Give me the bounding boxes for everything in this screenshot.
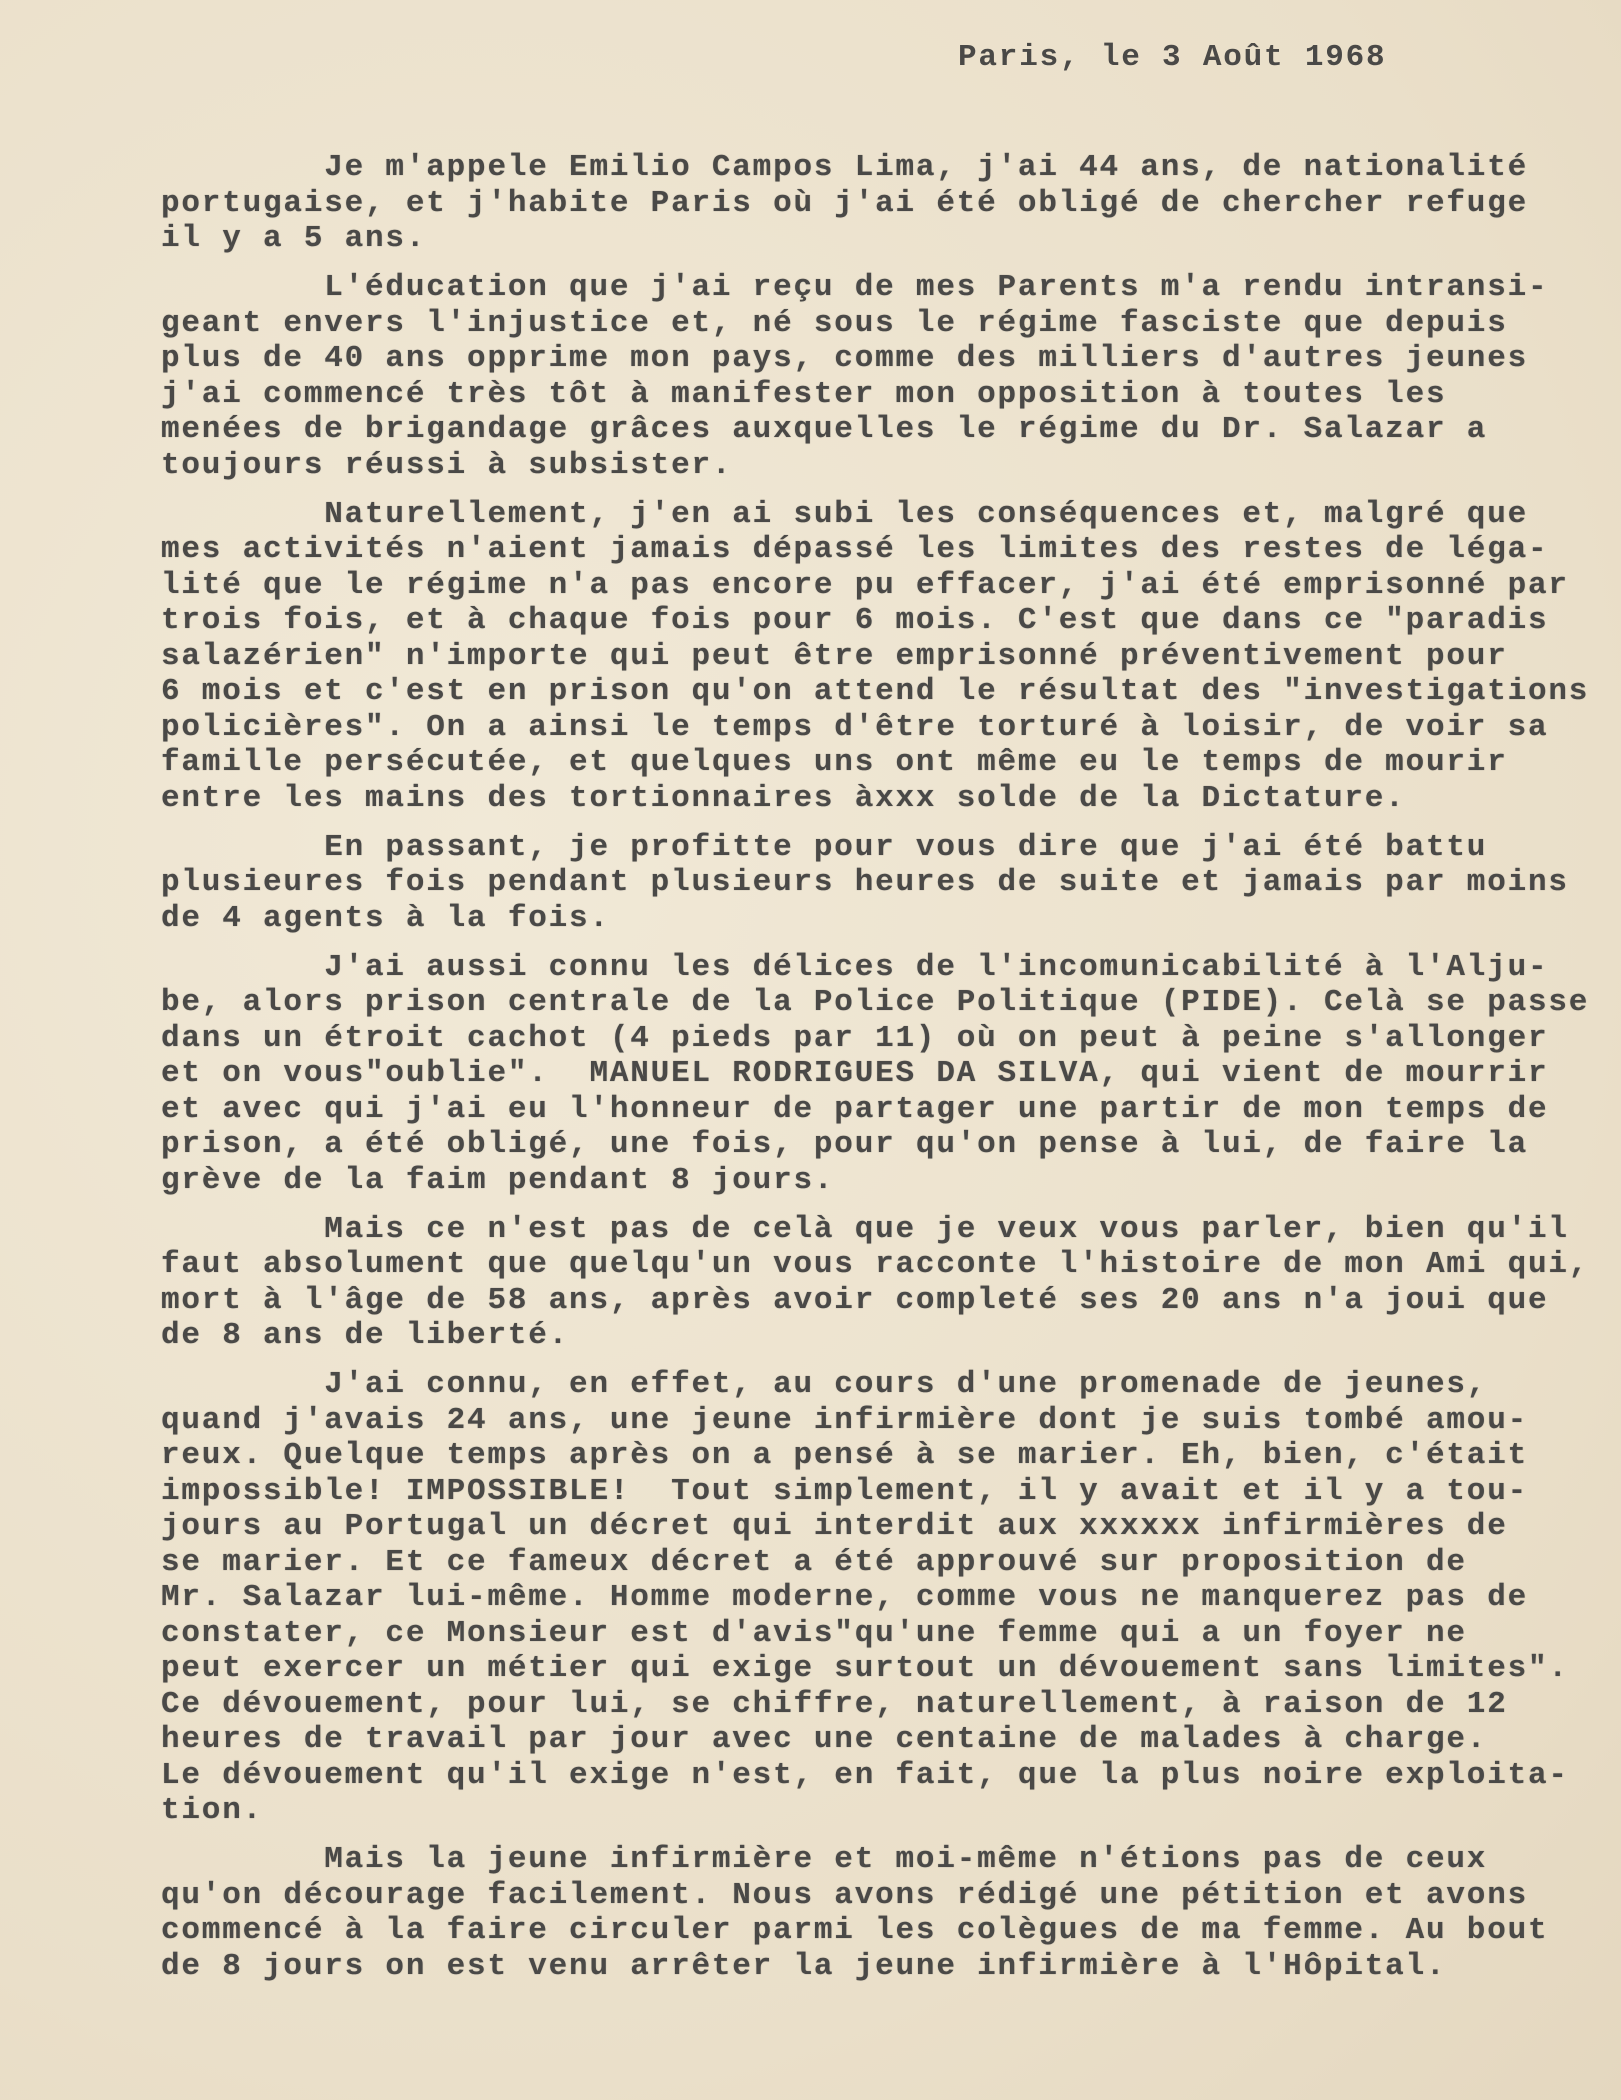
text-line: En passant, je profitte pour vous dire que j'ai été battu [161, 829, 1488, 865]
text-line: L'éducation que j'ai reçu de mes Parents m'a rendu intransi- [161, 270, 1549, 305]
text-line: entre les mains des tortionnaires àxxx solde de la Dictature. [161, 780, 1406, 816]
text-line: geant envers l'injustice et, né sous le régime fasciste que depuis [161, 305, 1508, 341]
text-line: de 4 agents à la fois. [161, 900, 610, 936]
text-line: plusieures fois pendant plusieurs heures de suite et jamais par moins [161, 865, 1569, 900]
text-line: et avec qui j'ai eu l'honneur de partager une partir de mon temps de [161, 1091, 1549, 1127]
text-line: J'ai aussi connu les délices de l'incomunicabilité à l'Alju- [161, 949, 1549, 985]
text-line: portugaise, et j'habite Paris où j'ai été obligé de chercher refuge [161, 185, 1529, 221]
text-line: de 8 ans de liberté. [161, 1318, 570, 1353]
text-line: de 8 jours on est venu arrêter la jeune infirmière à l'Hôpital. [161, 1948, 1447, 1984]
text-line: constater, ce Monsieur est d'avis"qu'une femme qui a un foyer ne [161, 1615, 1467, 1651]
text-line: mes activités n'aient jamais dépassé les limites des restes de léga- [161, 532, 1549, 567]
text-line: salazérien" n'importe qui peut être emprisonné préventivement pour [161, 638, 1508, 674]
text-line: Ce dévouement, pour lui, se chiffre, naturellement, à raison de 12 [161, 1686, 1508, 1722]
text-line: Je m'appele Emilio Campos Lima, j'ai 44 ans, de nationalité [161, 150, 1529, 185]
text-line: heures de travail par jour avec une centaine de malades à charge. [161, 1722, 1488, 1757]
text-line: tion. [161, 1793, 264, 1828]
paragraph [161, 150, 1601, 257]
text-line: quand j'avais 24 ans, une jeune infirmière dont je suis tombé amou- [161, 1402, 1529, 1438]
text-line: Naturellement, j'en ai subi les conséquences et, malgré que [161, 496, 1529, 532]
text-line: be, alors prison centrale de la Police Politique (PIDE). Celà se passe [161, 985, 1590, 1020]
paragraph [161, 1367, 1601, 1829]
text-line: J'ai connu, en effet, au cours d'une promenade de jeunes, [161, 1367, 1488, 1402]
text-line: commencé à la faire circuler parmi les colègues de ma femme. Au bout [161, 1913, 1549, 1948]
text-line: jours au Portugal un décret qui interdit aux xxxxxx infirmières de [161, 1509, 1508, 1544]
text-line: dans un étroit cachot (4 pieds par 11) où on peut à peine s'allonger [161, 1020, 1549, 1056]
text-line: trois fois, et à chaque fois pour 6 mois. C'est que dans ce "paradis [161, 603, 1549, 638]
text-line: toujours réussi à subsister. [161, 447, 733, 483]
text-line: grève de la faim pendant 8 jours. [161, 1162, 835, 1198]
text-line: j'ai commencé très tôt à manifester mon opposition à toutes les [161, 376, 1447, 412]
letter-body [161, 150, 1601, 1998]
text-line: et on vous"oublie". MANUEL RODRIGUES DA SILVA, qui vient de mourrir [161, 1056, 1549, 1091]
paragraph [161, 830, 1601, 937]
text-line: impossible! IMPOSSIBLE! Tout simplement, il y avait et il y a tou- [161, 1473, 1529, 1509]
text-line: il y a 5 ans. [161, 221, 427, 256]
paragraph [161, 1212, 1601, 1354]
paragraph [161, 1842, 1601, 1984]
text-line: plus de 40 ans opprime mon pays, comme des milliers d'autres jeunes [161, 341, 1529, 376]
text-line: reux. Quelque temps après on a pensé à se marier. Eh, bien, c'était [161, 1438, 1529, 1473]
text-line: 6 mois et c'est en prison qu'on attend le résultat des "investigations [161, 674, 1590, 709]
text-line: Le dévouement qu'il exige n'est, en fait, que la plus noire exploita- [161, 1757, 1569, 1793]
text-line: menées de brigandage grâces auxquelles le régime du Dr. Salazar a [161, 412, 1488, 447]
text-line: qu'on décourage facilement. Nous avons rédigé une pétition et avons [161, 1877, 1529, 1913]
letter-date: Paris, le 3 Août 1968 [958, 40, 1387, 75]
paragraph [161, 270, 1601, 483]
paragraph [161, 950, 1601, 1199]
text-line: prison, a été obligé, une fois, pour qu'on pense à lui, de faire la [161, 1127, 1529, 1162]
text-line: mort à l'âge de 58 ans, après avoir completé ses 20 ans n'a joui que [161, 1282, 1549, 1318]
text-line: Mais ce n'est pas de celà que je veux vous parler, bien qu'il [161, 1211, 1569, 1247]
text-line: peut exercer un métier qui exige surtout un dévouement sans limites". [161, 1651, 1569, 1686]
text-line: Mr. Salazar lui-même. Homme moderne, comme vous ne manquerez pas de [161, 1580, 1529, 1615]
text-line: famille persécutée, et quelques uns ont même eu le temps de mourir [161, 745, 1508, 780]
paragraph [161, 497, 1601, 817]
text-line: faut absolument que quelqu'un vous racconte l'histoire de mon Ami qui, [161, 1247, 1590, 1282]
text-line: Mais la jeune infirmière et moi-même n'étions pas de ceux [161, 1842, 1488, 1877]
text-line: lité que le régime n'a pas encore pu effacer, j'ai été emprisonné par [161, 567, 1569, 603]
text-line: policières". On a ainsi le temps d'être torturé à loisir, de voir sa [161, 709, 1549, 745]
text-line: se marier. Et ce fameux décret a été approuvé sur proposition de [161, 1544, 1467, 1580]
